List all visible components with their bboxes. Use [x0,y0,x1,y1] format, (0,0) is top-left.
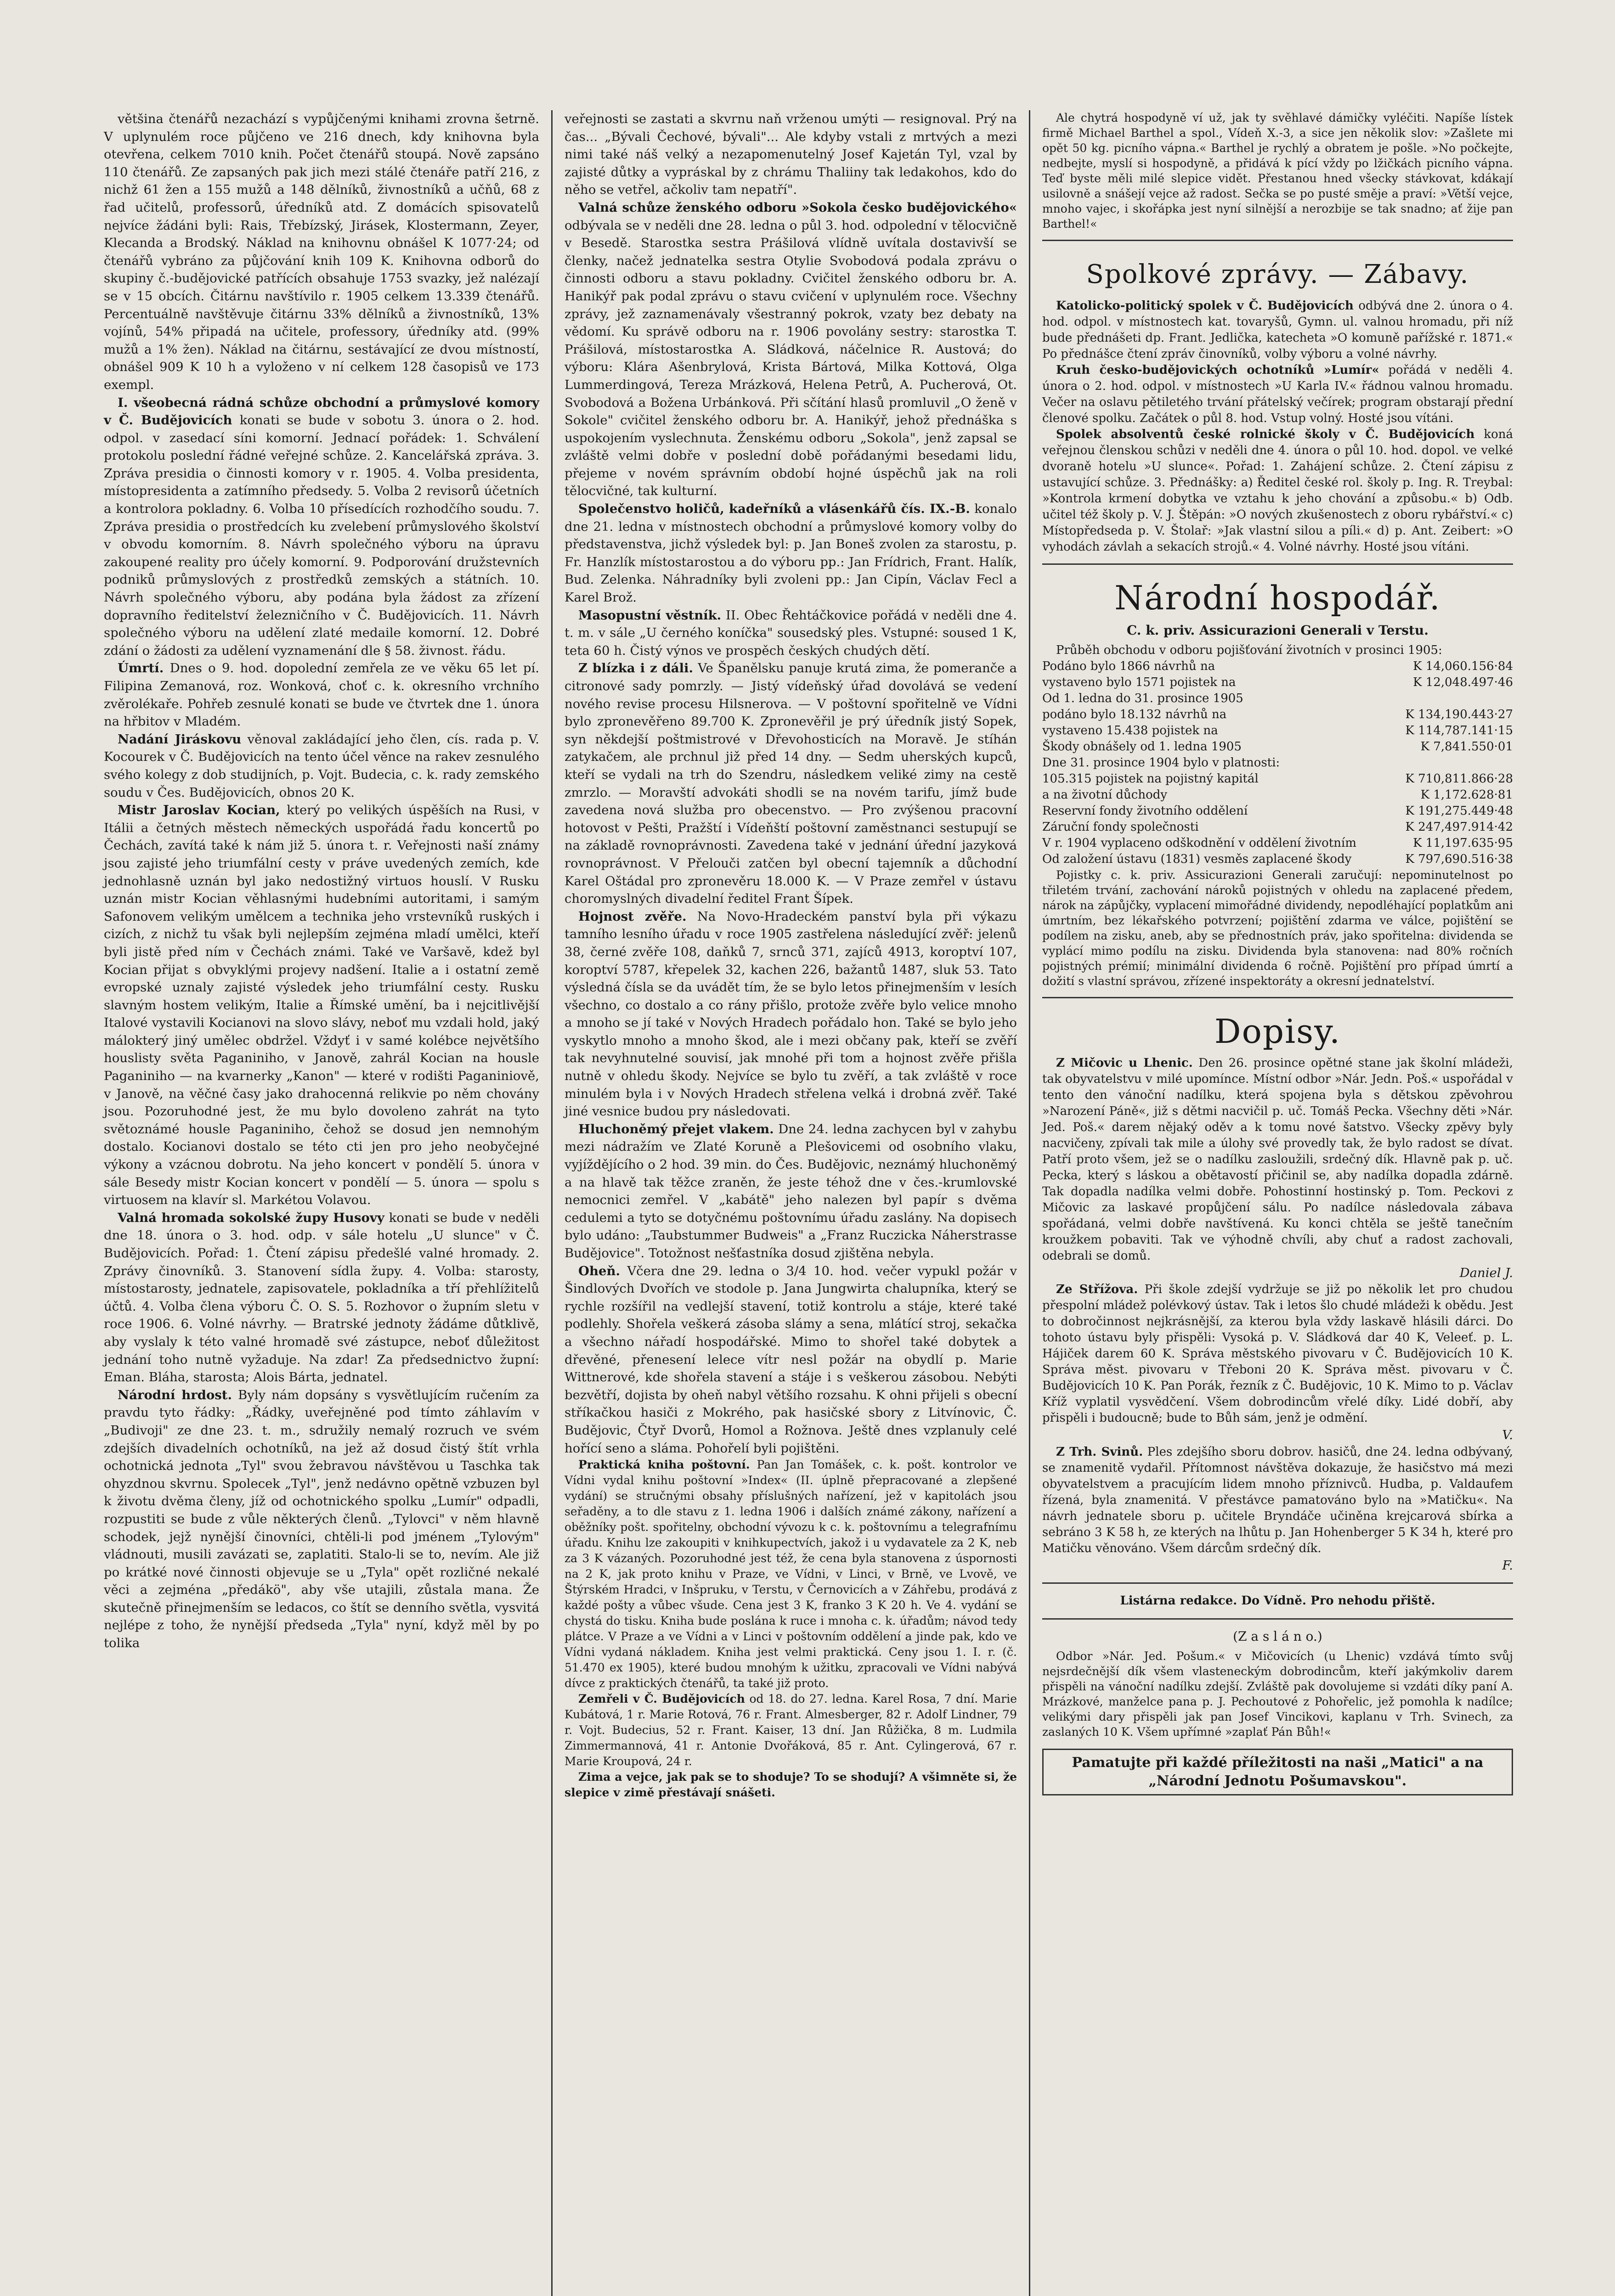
signature: F. [1502,1558,1513,1573]
article-eggs: Zima a vejce, jak pak se to shoduje? To se shodují? A všimněte si, že slepice v zimě přestávají snášeti. [565,1770,1017,1800]
body: Dnes o 9. hod. dopolední zemřela ze ve věku 65 let pí. Filipina Zemanová, roz. Wonková, choť c. k. okresního vrchního zvěrolékaře. Pohřeb zesnulé konati se bude ve čtvrtek dne 1. února na hřbitov v Mladém. [104,661,540,729]
table-row [1042,803,1513,819]
row-label: Podáno bylo 1866 návrhů na [1042,659,1215,673]
row-value: K 797,690.516·38 [1405,852,1513,866]
heading: Ze Střížova. [1056,1283,1138,1297]
heading: Nadání Jiráskovu [118,732,242,747]
section-title-dopisy: Dopisy. [1214,1012,1341,1051]
heading: Valná hromada sokolské župy Husovy [118,1210,384,1225]
body: věnoval zakládající jeho člen, cís. rada p. V. Kocourek v Č. Budějovicích na tento účel věnce na rakev zesnulého svého kolegy z dob studijních, p. Vojt. Budecia, c. k. rady zemského soudu v Čes. Budějovicích, obnos 20 K. [104,732,539,800]
article-deaths [104,659,539,730]
row-label: Od založení ústavu (1831) vesměs zaplacené škody [1042,852,1352,866]
row-value: K 114,787.141·15 [1405,723,1513,737]
body: Pan Jan Tomášek, c. k. pošt. kontrolor ve Vídni vydal knihu poštovní »Index« (II. úplně přepracované a zlepšené vydání) se stručnými obsahy příslušných nařízení, jež v kapitolách jsou seřaděny, a to dle stavu z 1. ledna 1906 i dalších známé zákony, nařízení a oběžníky pošt. spořitelny, obchodní vývozu k c. k. poštovnímu a telegrafnímu úřadu. Knihu lze zakoupiti v knihkupectvích, jakož i u vydavatele za 2 K, neb za 3 K vázaných. Pozoruhodné jest též, že cena byla stanovena z úspornosti na 2 K, jak proto knihu v Praze, ve Vídni, v Linci, v Brně, ve Lvově, ve Štýrském Hradci, v Inšpruku, v Terstu, v Černovicích a v Záhřebu, prodává z každé pošty a vůbec všude. Cena jest 3 K, franko 3 K 20 h. Ve 4. vydání se chystá do tisku. Kniha bude poslána k ruce i mnoha c. k. úřadům; návod tedy plátce. V Praze a ve Vídni a v Linci v poštovním oddělení a jinde pak, kdo ve Vídni vydaná nákladem. Kniha jest velmi praktická. Ceny jsou 1. I. r. (č. 51.470 ex 1905), které budou mnohým k užitku, zpracovali ve Vídni nabývá dívce z praktických čtenářů, ta také již proto. [565,1458,1017,1690]
heading: Katolicko-politický spolek v Č. Budějovicích [1056,299,1354,313]
body: odbývá dne 2. února o 4. hod. odpol. v místnostech kat. tovaryšů, Gymn. ul. valnou hromadu, při níž bude přednášeti dp. Frant. Jedlička, katecheta »O komuně pařížské r. 1871.« Po přednášce čtení zpráv činovníků, volby výboru a volné návrhy. [1042,299,1513,361]
generali-table [1042,658,1513,867]
article-sokol-assembly [104,1209,539,1386]
column-2 [551,110,1029,2296]
signature: Daniel J. [1459,1265,1513,1280]
divider [1042,997,1513,998]
table-row [1042,691,1513,707]
row-label: Dne 31. prosince 1904 bylo v platnosti: [1042,755,1280,770]
letter-micovice [1042,1055,1513,1264]
article-died [565,1691,1017,1769]
body: pořádá v neděli 4. února o 2. hod. odpol. v místnostech »U Karla IV.« řádnou valnou hromadu. Večer na oslavu pětiletého trvání přátelský večírek; program obstarají přední členové spolku. Začátek o půl 8. hod. Vstup volný. Hosté jsou vítáni. [1042,363,1513,425]
body: Při škole zdejší vydržuje se již po několik let pro chudou přespolní mládež polévkový ústav. Tak i letos šlo chudé mládeži k obědu. Jest to dobročinnost nejkrásnější, za kterou byla vždy laskavě hlásili dárci. Do tohoto ústavu byly přispěli: Vysoká p. V. Sládková dar 40 K, Veleeť. p. L. Hájiček darem 60 K. Správa městského pivovaru v Č. Budějovicích 10 K. Správa měst. pivovaru v Třeboni 20 K. Správa měst. pivovaru v Č. Budějovicích 10 K. Pan Porák, řezník z Č. Budějovic, 10 K. Mimo to p. Václav Kříž vyplatil vysvědčení. Všem dobrodincům vřelé díky. Lidé dobří, aby přispěli i budoucně; bude to Bůh sám, jenž je odmění. [1042,1283,1513,1425]
row-label: V r. 1904 vyplaceno odškodnění v oddělení životním [1042,836,1356,850]
body: Ples zdejšího sboru dobrov. hasičů, dne 24. ledna odbývaný, se znamenitě vydařil. Přítomnost návštěva dokazuje, že hasičstvo má mezi obyvatelstvem a pracujícím lidem mnoho příznivců. Hudba, p. Valdaufem řízená, byla znamenitá. V přestávce pamatováno bylo na »Matičku«. Na návrh jednatele sboru p. učitele Bryndáče učiněna krejcarová sbírka a sebráno 3 K 58 h, ze kterých na lhůtu p. Jan Hohenberger 5 K 34 h, které pro Matičku věnováno. Všem dárcům srdečný dík. [1042,1445,1513,1555]
zaslano-heading: (Z a s l á n o.) [1233,1628,1322,1644]
heading: Praktická kniha poštovní. [578,1458,750,1472]
row-value: K 7,841.550·01 [1420,739,1513,754]
body: Včera dne 29. ledna o 3/4 10. hod. večer vypukl požár v Šindlových Dvořích ve stodole p. Jana Jungwirta chalupníka, který se rychle rozšířil na vedlejší stavení, totiž kontrolu a stáje, které také podlehly. Shořela veškerá zásoba slámy a sena, mlátící stroj, sekačka a všechno nářadí hospodářské. Mimo to shořel také dobytek a dřevěné, přenesení lelece vítr nesl požár na obydlí p. Marie Wittnerové, kde shořela stavení a stáje i s veškerou zásobou. Nebýti bezvětří, dojista by oheň nabyl většího rozsahu. K ohni přijeli s obecní stříkačkou hasiči z Mokrého, pak hasičské sbory z Litvínovic, Č. Budějovic, Čtyř Dvorů, Homol a Rožnova. Ještě dnes vzplanuly celé hořící seno a sláma. Pohořelí byli pojištěni. [565,1263,1017,1456]
row-value: K 134,190.443·27 [1405,707,1513,721]
generali-intro: Průběh obchodu v odboru pojišťování životních v prosinci 1905: [1056,643,1442,657]
body: od 18. do 27. ledna. Karel Rosa, 7 dní. Marie Kubátová, 1 r. Marie Rotová, 76 r. Frant. Almesberger, 82 r. Adolf Lindner, 79 r. Vojt. Budecius, 52 r. Frant. Kaiser, 13 dní. Jan Růžička, 8 m. Ludmila Zimmermannová, 41 r. Antonie Dvořáková, 85 r. Ant. Cylingerová, 67 r. Marie Kroupová, 24 r. [565,1692,1017,1768]
heading: Národní hrdost. [118,1387,232,1402]
row-label: Od 1. ledna do 31. prosince 1905 [1042,691,1243,705]
body: Den 26. prosince opětné stane jak školní mládeži, tak obyvatelstvu v milé upomínce. Místní odbor »Nár. Jedn. Poš.« uspořádal v tento den vánoční nadílku, která spojena byla s dětskou zpěvohrou »Narození Páně«, již s dětmi nacvičil p. uč. Tomáš Pecka. Všechny děti »Nár. Jed. Poš.« darem nějaký oděv a k tomu nové šatstvo. Všecky zpěvy byly nacvičeny, zpívali tak mile a úlohy své provedly tak, že bylo radost se dívat. Patří proto všem, jež se o nadílku zasloužili, srdečný dík. Hlavně pak p. uč. Pecka, který s láskou a obětavostí přičinil se, aby nadílka dopadla zdárně. Tak dopadla nadílka velmi dobře. Pohostinní hostinský p. Tom. Peckovi z Mičovic za laskavé propůjčení sálu. Po nadílce následovala zábava spořádaná, velmi dobře navštívená. Ku konci chtěla se ještě tanečním kroužkem pobaviti. Tak ve výhodně chvíli, aby chuť a radost zachovali, odebrali se domů. [1042,1056,1513,1263]
row-label: Reservní fondy životního oddělení [1042,804,1248,818]
body: konati se bude v sobotu 3. února o 2. hod. odpol. v zasedací síni komorní. Jednací pořádek: 1. Schválení protokolu poslední řádné veřejné schůze. 2. Kancelářská zpráva. 3. Zpráva presidia o činnosti komory v r. 1905. 4. Volba presidenta, místopresidenta a zatímního předsedy. 5. Volba 2 revisorů účetních a kontrolora pokladny. 6. Volba 10 přísedících rozhodčího soudu. 7. Zpráva presidia o prostředcích ku zvelebení průmyslového školství v obvodu komorním. 8. Návrh společného výboru na úpravu zakoupené reality pro účely komorní. 9. Podporování družstevních podniků průmyslových z prostředků zemských a státních. 10. Návrh společného výboru, aby podána byla žádost za zřízení dopravního ředitelství železničního v Č. Budějovicích. 11. Návrh společného výboru na udělení zlaté medaile komorní. 12. Dobré zdání o žádosti za udělení vyznamenání dle § 58. živnost. řádu. [104,413,540,658]
table-row [1042,707,1513,723]
notice-catholic [1042,298,1513,362]
divider [1042,1582,1513,1584]
article-carnival [565,607,1017,660]
heading: Z blízka i z dáli. [578,661,694,676]
signature: V. [1502,1428,1513,1443]
notice-absolvents [1042,427,1513,555]
heading: Společenstvo holičů, kadeřníků a vlásenkářů čís. IX.-B. [578,501,970,517]
row-label: a na životní důchody [1042,788,1168,802]
row-value: K 12,048.497·46 [1413,675,1513,689]
table-row [1042,835,1513,851]
heading: Mistr Jaroslav Kocian, [118,803,280,818]
table-row [1042,658,1513,675]
heading: Masopustní věstník. [578,608,722,623]
letter-svinu [1042,1444,1513,1557]
article-kocian [104,801,539,1209]
body: který po velikých úspěších na Rusi, v Itálii a četných městech německých uspořádá řadu koncertů po Čechách, zavítá také k nám již 5. února t. r. Veřejnosti naší známy jsou zajisté jeho triumfální cesty v práve uvedených zemích, kde jednohlasně uznán byl jako nedostižný virtuos houslí. V Rusku uznán mistr Kocian věhlasnými hudebními autoritami, i samým Safonovem velikým umělcem a technika jeho vrstevníků ruských i cizích, z nichž tu však byli nejlepším zejména mladí umělci, kteří byli jistě před ním v Čechách známi. Také ve Varšavě, kdež byl Kocian přijat s obvyklými projevy nadšení. Italie a i ostatní země evropské uznaly zajisté výsledek jeho triumfální cesty. Rusku slavným hostem velikým, Italie a Římské umění, ba i nejcitlivější Italové vystavili Kocianovi na slovo slávy, neboť mu vzdali hold, jaký málokterý jiný umělec obdržel. Vždyť i v samé kolébce největšího houslisty světa Paganiniho, v Janově, zahrál Kocian na housle Paganiniho — na kvarnerky „Kanon" — které v rodišti Paganiniově, v Janově, na věčné časy jako drahocenná relikvie po něm chovány jsou. Pozoruhodné jest, že mu bylo dovoleno zahrát na tyto světoznámé housle Paganiniho, čehož se dosud jen nemnohým dostalo. Kocianovi dostalo se této cti jen pro jeho neobyčejné výkony a vzácnou dobrotu. Na jeho koncert v pondělí 5. února v sále Besedy mistr Kocian koncert v pondělí — 5. února — spolu s virtuosem na klavír sl. Markétou Volavou. [104,803,539,1208]
row-value: K 1,172.628·81 [1420,788,1513,802]
zaslano-text: Odbor »Nár. Jed. Pošum.« v Mičovicích (u Lhenic) vzdává tímto svůj nejsrdečnější dík všem vlasteneckým dobrodincům, kteří jakýmkoliv darem přispěli na vánoční nadílku zdejší. Zvláště pak dovolujeme si vzdáti díky paní A. Mrázkové, manželce pana p. J. Pechoutové z Pohořelic, jež pomohla k nadílce; velikými dary přispěli jak pan Josef Vincikovi, kaplanu v Trh. Svinech, za zaslaných 10 K. Všem upřímné »zaplať Pán Bůh!« [1042,1649,1513,1739]
article-library: většina čtenářů nezachází s vypůjčenými knihami zrovna šetrně. V uplynulém roce půjčeno ve 216 dnech, kdy knihovna byla otevřena, celkem 7010 knih. Počet čtenářů stoupá. Nově zapsáno 110 čtenářů. Ze zapsaných pak jich mezi stálé čtenáře patří 216, z nichž 61 žen a 155 mužů a 148 dělníků, živnostníků a učňů, 68 z řad učitelů, professorů, úředníků atd. Z domácích spisovatelů nejvíce žádáni byli: Rais, Třebízský, Jirásek, Klostermann, Zeyer, Klecanda a Brodský. Náklad na knihovnu obnášel K 1077·24; od čtenářů vybráno za půjčování knih 109 K. Knihovna odborů do skupiny č.-budějovické patřících obsahuje 1753 svazky, jež nalézají se v 15 obcích. Čitárnu navštívilo r. 1905 celkem 13.339 čtenářů. Percentuálně navštěvuje čitárnu 33% dělníků a živnostníků, 13% vojínů, 54% připadá na učitele, professory, úředníky atd. (99% mužů a 1% žen). Náklad na čitárnu, sestávající ze dvou místností, obnášel 909 K 10 h a vyloženo v ní celkem 128 časopisů ve 173 exempl. [104,112,539,392]
letter-strizov [1042,1282,1513,1426]
row-value [1390,691,1513,707]
row-value: K 14,060.156·84 [1413,659,1513,673]
table-row [1042,675,1513,691]
table-row [1042,851,1513,867]
advert-barthel: Ale chytrá hospodyně ví už, jak ty svěhlavé dámičky vyléčiti. Napíše lístek firmě Michael Barthel a spol., Vídeň X.-3, a sice jen několik slov: »Zašlete mi opět 50 kg. picního vápna.« Barthel je rychlý a obratem je pošle. »No počkejte, nedbejte, myslí si hospodyně, a přidává k pící vždy po lžičkách picního vápna. Teď byste měli milé slepice vidět. Přestanou hned všecky stávkovat, kdákají usilovně a snášejí vejce až radost. Sečka se po pusté směje a praví: »Větší vejce, mnoho vajec, i skořápka jest nyní silnější a nerozbije se tak snadno; ať žije pan Barthel!« [1042,111,1513,231]
row-value [1390,755,1513,771]
article-barbers [565,500,1017,607]
body: odbývala se v neděli dne 28. ledna o půl 3. hod. odpolední v tělocvičně v Besedě. Starostka sestra Prášilová vlídně uvítala dostavivší se členky, načež jednatelka sestra Otylie Svobodová podala zprávu o činnosti odboru a stavu pokladny. Cvičitel ženského odboru br. A. Hanikýř pak podal zprávu o stavu cvičení v uplynulém roce. Všechny zprávy, jež zaznamenávaly všestranný pokrok, vzaty bez debaty na vědomí. Ku správě odboru na r. 1906 povolány sestry: starostka T. Prášilová, místostarostka A. Sládková, náčelnice R. Austová; do výboru: Klára Ašenbrylová, Krista Bártová, Milka Kottová, Olga Lummerdingová, Tereza Mrázková, Helena Petrů, A. Pucherová, Ot. Svobodová a Božena Urbánková. Při sčítání hlasů promluvil „O ženě v Sokole" cvičitel ženského odboru br. A. Hanikýř, jehož přednáška s uspokojením vyslechnuta. Ženskému odboru „Sokola", jenž zapsal se zvláště velmi dobře v poslední době pořádanými besedami lidu, přejeme v novém správním období hojné úspěchů jak na roli tělocvičné, tak kulturní. [565,218,1017,499]
heading: Hojnost zvěře. [578,909,687,924]
generali-heading: C. k. priv. Assicurazioni Generali v Terstu. [1126,623,1429,638]
section-title-spolkove: Spolkové zprávy. — Zábavy. [1086,259,1469,289]
heading: Kruh česko-budějovických ochotníků »Lumír« [1056,363,1379,377]
editor-note: Listárna redakce. Do Vídně. Pro nehodu přiště. [1120,1594,1435,1608]
table-row [1042,739,1513,755]
table-row [1042,787,1513,803]
article-game [565,908,1017,1120]
article-chamber-of-commerce [104,394,539,660]
generali-tail: Pojistky c. k. priv. Assicurazioni Generali zaručují: nepominutelnost po třiletém trvání, zachování nároků pojistných v ohledu na zaplacené předem, nárok na zápůjčky, vyplacení mimořádné dividendy, nepodléhající poplatkům ani úmrtním, bez lékařského potvrzení; pojištění zdarma ve válce, pojištění se podílem na zisku, aneb, aby se přednostních práv, jako spořitelna: dividenda se vyplácí mimo podílu na zisku. Dividenda byla stanovena: nad 80% ročních pojistných prémií; minimální dividenda 6 ročně. Pojištění pro případ úmrtí a dožití s vlastní správou, zřízené inspektoráty a okresní jednatelství. [1042,868,1513,988]
heading: Valná schůze ženského odboru »Sokola česko budějovického« [578,200,1017,215]
table-row [1042,755,1513,771]
column-3 [1029,110,1525,2296]
body: Na Novo-Hradeckém panství byla při výkazu tamního lesního úřadu v roce 1905 zastřelena následující zvěř: jelenů 38, černé zvěře 108, daňků 7, srnců 371, zajíců 4913, koroptví 107, koroptví 5787, křepelek 32, kachen 226, bažantů 1487, sluk 53. Tato výsledná čísla se da uvádět tím, že se bylo letos přinejmenším v lesích všechno, co dostalo a co rány přišlo, protože zvěře bylo velice mnoho a mnoho se jí také v Nových Hradech pořádalo hon. Také se bylo jeho vyskytlo mnoho a mnoho škod, ale i mezi občany pak, kteří se zvěří tak nevyhnutelné souvisí, jak mnohé při tom a hojnost zvěře přišla nutně v ohledu škody. Nejvíce se bylo tu zvěří, a tak zvláště v roce minulém byla i v Nových Hradech střelena velká i drobná zvěř. Také jiné vesnice budou pry následovati. [565,909,1017,1119]
column-1 [92,110,551,2296]
row-label: 105.315 pojistek na pojistný kapitál [1042,771,1259,786]
heading: I. všeobecná rádná schůze obchodní a průmyslové komory v Č. Budějovicích [104,395,539,428]
article-near-far [565,659,1017,907]
notice-lumir [1042,362,1513,427]
heading: Hluchoněmý přejet vlakem. [578,1121,774,1137]
row-value: K 11,197.635·95 [1413,836,1513,850]
body: Dne 24. ledna zachycen byl v zahybu mezi nádražím ve Zlaté Koruně a Plešovicemi od osobního vlaku, vyjíždějícího o 2 hod. 39 min. do Čes. Budějovic, neznámý hluchoněmý a na hlavě tak těžce zraněn, že jeste téhož dne v čes.-krumlovské nemocnici zemřel. V „kabátě" jeho nalezen byl papír s dvěma cedulemi a tyto se dotyčnému poštovnímu úřadu zaslány. Na dopisech bylo udáno: „Taubstummer Budweis" a „Franz Ruczicka Náherstrasse Budějovice". Totožnost nešťastníka dosud zjištěna nebyla. [565,1121,1017,1261]
article-jirasek-fund [104,731,539,801]
body: II. Obec Řehtáčkovice pořádá v neděli dne 4. t. m. v sále „U černého koníčka" sousedský ples. Vstupné: soused 1 K, teta 60 h. Čistý výnos ve prospěch českých chudých dětí. [565,608,1017,658]
section-title-narodni: Národní hospodář. [1114,579,1441,617]
row-label: Záruční fondy společnosti [1042,820,1199,834]
newspaper-page [92,110,1525,2296]
body: Byly nám dopsány s vysvětlujícím ručením za pravdu tyto řádky: „Řádky, uveřejněné pod tímto záhlavím v „Budivoji" ze dne 23. t. m., sdružily nemalý rozruch ve svém zdejších divadelních ochotníků, na jež až dosud čistý štít vrhla ochotnická jednota „Tyl" svou žebravou návštěvou u Taschka tak ohyzdnou skvrnu. Spolecek „Tyl", jenž nedávno opětně vzbuzen byl k životu dvěma členy, jíž od ochotnického spolku „Lumír" odpadli, rozpustiti se bude z vůle některých členů. „Tylovci" v něm hlavně schodek, jejž nynější činovníci, chtěli-li pod jménem „Tylovým" vládnouti, musili zavázati se, zaplatiti. Stalo-li se to, nevím. Ale již po krátké nové činnosti objevuje se u „Tyla" opět rozličné nekalé věci a zejména „předákö", aby vše utajili, zůstala mana. Že skutečně přinejmenším se ledacos, co štít se denního světla, vysvitá nejlépe z toho, že nynější předseda „Tyla" nyní, když měl by po tolika [104,1387,539,1651]
heading: Spolek absolventů české rolnické školy v Č. Budějovicích [1056,428,1475,441]
heading: Z Mičovic u Lhenic. [1056,1056,1193,1070]
article-national-pride [104,1386,539,1652]
row-value: K 247,497.914·42 [1405,820,1513,834]
divider [1042,1618,1513,1620]
heading: Oheň. [578,1263,621,1278]
table-row [1042,723,1513,739]
row-label: podáno bylo 18.132 návrhů na [1042,707,1227,721]
article-fire [565,1262,1017,1458]
heading: Z Trh. Svinů. [1056,1445,1143,1459]
body: konati se bude v neděli dne 18. února o 3. hod. odp. v sále hotelu „U slunce" v Č. Budějovicích. Pořad: 1. Čtení zápisu předešlé valné hromady. 2. Zprávy činovníků. 3. Stanovení sídla župy. 4. Volba: starosty, místostarosty, jednatele, zapisovatele, pokladníka a tří přehlížitelů účtů. 4. Volba člena výboru Č. O. S. 5. Rozhovor o župním sletu v roce 1906. 6. Volné návrhy. — Bratrské jednoty žádáme důtklivě, aby vyslaly k této valné hromadě své zástupce, neboť důležitost jednání toho nutně vyžaduje. Na zdar! Za předsednictvo župní: Eman. Bláha, starosta; Alois Bárta, jednatel. [104,1210,539,1385]
heading: Úmrtí. [118,661,164,676]
row-value: K 191,275.449·48 [1405,804,1513,818]
row-label: vystaveno bylo 1571 pojistek na [1042,675,1236,689]
appeal-box: Pamatujte při každé příležitosti na naši „Matici" a na „Národní Jednotu Pošumavskou". [1042,1749,1513,1795]
table-row [1042,819,1513,835]
row-label: Škody obnášely od 1. ledna 1905 [1042,739,1242,754]
article-postal-book [565,1457,1017,1691]
article-women-sokol [565,199,1017,500]
table-row [1042,771,1513,787]
body: konalo dne 21. ledna v místnostech obchodní a průmyslové komory volby do představenstva, jichž výsledek byl: p. Jan Boneš zvolen za starostu, p. Fr. Hanzlík místostarostou a do výboru pp.: Jan Frídrich, Frant. Halík, Bud. Zelenka. Náhradníky byli zvoleni pp.: Jan Cipín, Václav Fecl a Karel Brož. [565,501,1017,605]
row-value: K 710,811.866·28 [1405,771,1513,786]
divider [1042,563,1513,565]
body: koná veřejnou členskou schůzi v neděli dne 4. února o půl 10. hod. dopol. ve velké dvoraně hotelu »U slunce«. Pořad: 1. Zahájení schůze. 2. Čtení zápisu z ustavující schůze. 3. Přednášky: a) Ředitel české rol. školy p. Ing. R. Treybal: »Kontrola krmení dobytka ve vztahu k jeho chování a způsobu.« b) Odb. učitel též školy p. V. J. Štěpán: »O nových zkušenostech z oboru rybářství.« c) Místopředseda p. V. Štolař: »Jak vlastní silou a píli.« d) p. Ant. Zeibert: »O vyhodách závlah a sekacích strojů.« 4. Volné návrhy. Hosté jsou vítáni. [1042,428,1513,554]
article-continued: veřejnosti se zastati a skvrnu naň vrženou umýti — resignoval. Prý na čas... „Bývali Čechové, bývali"... Ale kdyby vstali z mrtvých a mezi nimi také náš velký a nezapomenutelný Josef Kajetán Tyl, vzal by zajisté důtky a vypráskal by z chrámu Thaliiny tak ledakohos, kdo do něho se vetřel, ačkoliv tam nepatří". [565,112,1017,197]
divider [1042,240,1513,241]
article-train-accident [565,1120,1017,1262]
body: Ve Španělsku panuje krutá zima, že pomeranče a citronové sady pomrzly. — Jistý vídeňský úřad dovolává se vedení nového revise procesu Hilsnerova. — V poštovní spořitelně ve Vídni bylo zpronevěřeno 89.700 K. Zpronevěřil je prý úředník jistý Sopek, syn někdejší poštmistrové v Dřevohosticích na Moravě. Je stíhán zatykačem, ale prchnul již před 14 dny. — Sedm uherských kupců, kteří se vydali na trh do Szendru, následkem veliké zimy na cestě zmrzlo. — Moravští advokáti shodli se na novém tarifu, jímž bude zavedena nová služba pro obecenstvo. — Pro zvýšenou pracovní hotovost v Pešti, Pražští i Vídeňští poštovní zaměstnanci sestupují se na základě rovnoprávnosti. Zavedena také v jednání úřední jazyková rovnoprávnost. V Přelouči zatčen byl obecní tajemník a důchodní Karel Oštádal pro zpronevěru 18.000 K. — V Praze zemřel v ústavu choromyslných divadelní ředitel Frant Šípek. [565,661,1017,906]
heading: Zemřeli v Č. Budějovicích [578,1692,745,1706]
row-label: vystaveno 15.438 pojistek na [1042,723,1218,737]
